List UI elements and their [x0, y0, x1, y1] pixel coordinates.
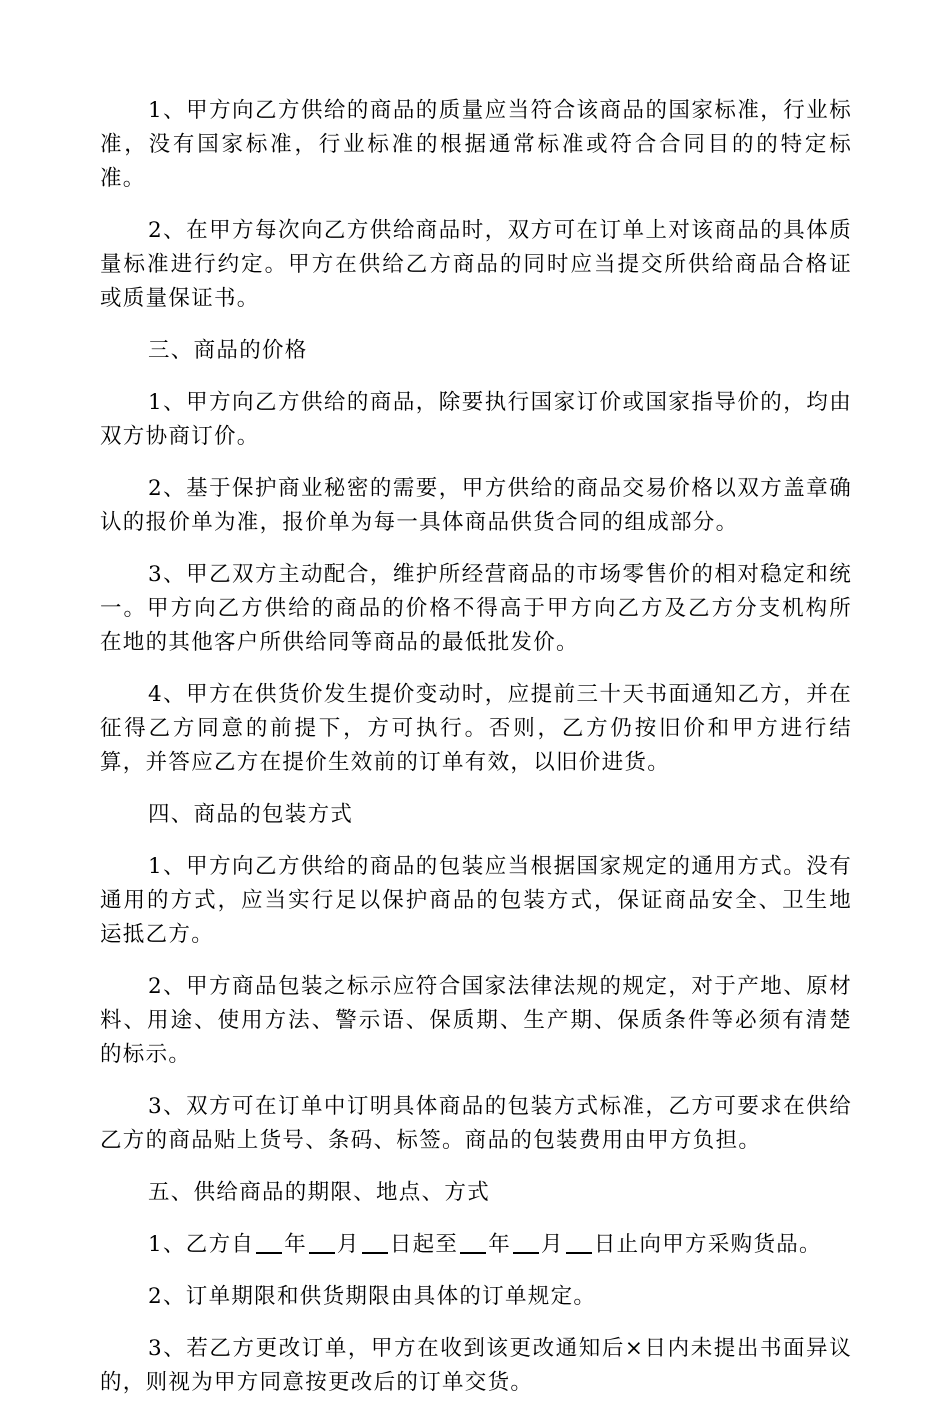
paragraph-price-confidential: 2、基于保护商业秘密的需要，甲方供给的商品交易价格以双方盖章确认的报价单为准，报价单为每一具体商品供货合同的组成部分。 [100, 476, 852, 535]
blank-end-day [566, 1252, 592, 1254]
period-text-to: 日起至 [389, 1232, 459, 1257]
period-text-month: 月 [337, 1232, 360, 1257]
paragraph-order-period: 2、订单期限和供货期限由具体的订单规定。 [148, 1284, 597, 1309]
period-text-end: 日止向甲方采购货品。 [593, 1232, 822, 1257]
period-text-end-year: 年 [488, 1232, 512, 1257]
paragraph-supply-period [100, 1228, 852, 1262]
paragraph-packaging-method: 1、甲方向乙方供给的商品的包装应当根据国家规定的通用方式。没有通用的方式，应当实行足以保护商品的包装方式，保证商品安全、卫生地运抵乙方。 [100, 854, 852, 947]
period-text-year: 年 [284, 1232, 307, 1257]
blank-start-day [362, 1252, 388, 1254]
blank-end-year [460, 1252, 486, 1254]
period-text-start: 1、乙方自 [148, 1232, 255, 1257]
section-heading-price: 三、商品的价格 [148, 338, 308, 363]
paragraph-packaging-label: 2、甲方商品包装之标示应符合国家法律法规的规定，对于产地、原材料、用途、使用方法、警示语、保质期、生产期、保质条件等必须有清楚的标示。 [100, 974, 852, 1067]
document-body [100, 94, 852, 1418]
section-heading-packaging: 四、商品的包装方式 [148, 802, 354, 827]
paragraph-price-stability: 3、甲乙双方主动配合，维护所经营商品的市场零售价的相对稳定和统一。甲方向乙方供给的商品的价格不得高于甲方向乙方及乙方分支机构所在地的其他客户所供给同等商品的最低批发价。 [100, 562, 852, 655]
period-text-end-month: 月 [541, 1232, 564, 1257]
paragraph-quality-agreement: 2、在甲方每次向乙方供给商品时，双方可在订单上对该商品的具体质量标准进行约定。甲方在供给乙方商品的同时应当提交所供给商品合格证或质量保证书。 [100, 218, 852, 311]
paragraph-price-increase: 4、甲方在供货价发生提价变动时，应提前三十天书面通知乙方，并在征得乙方同意的前提下，方可执行。否则，乙方仍按旧价和甲方进行结算，并答应乙方在提价生效前的订单有效，以旧价进货。 [100, 682, 852, 775]
blank-end-month [513, 1252, 539, 1254]
blank-start-month [309, 1252, 335, 1254]
blank-start-year [256, 1252, 282, 1254]
paragraph-packaging-cost: 3、双方可在订单中订明具体商品的包装方式标准，乙方可要求在供给乙方的商品贴上货号、条码、标签。商品的包装费用由甲方负担。 [100, 1094, 852, 1153]
section-heading-supply-terms: 五、供给商品的期限、地点、方式 [148, 1180, 491, 1205]
paragraph-order-change: 3、若乙方更改订单，甲方在收到该更改通知后×日内未提出书面异议的，则视为甲方同意按更改后的订单交货。 [100, 1336, 852, 1395]
paragraph-price-negotiation: 1、甲方向乙方供给的商品，除要执行国家订价或国家指导价的，均由双方协商订价。 [100, 390, 852, 449]
paragraph-quality-standard: 1、甲方向乙方供给的商品的质量应当符合该商品的国家标准，行业标准，没有国家标准，行业标准的根据通常标准或符合合同目的的特定标准。 [100, 98, 852, 191]
